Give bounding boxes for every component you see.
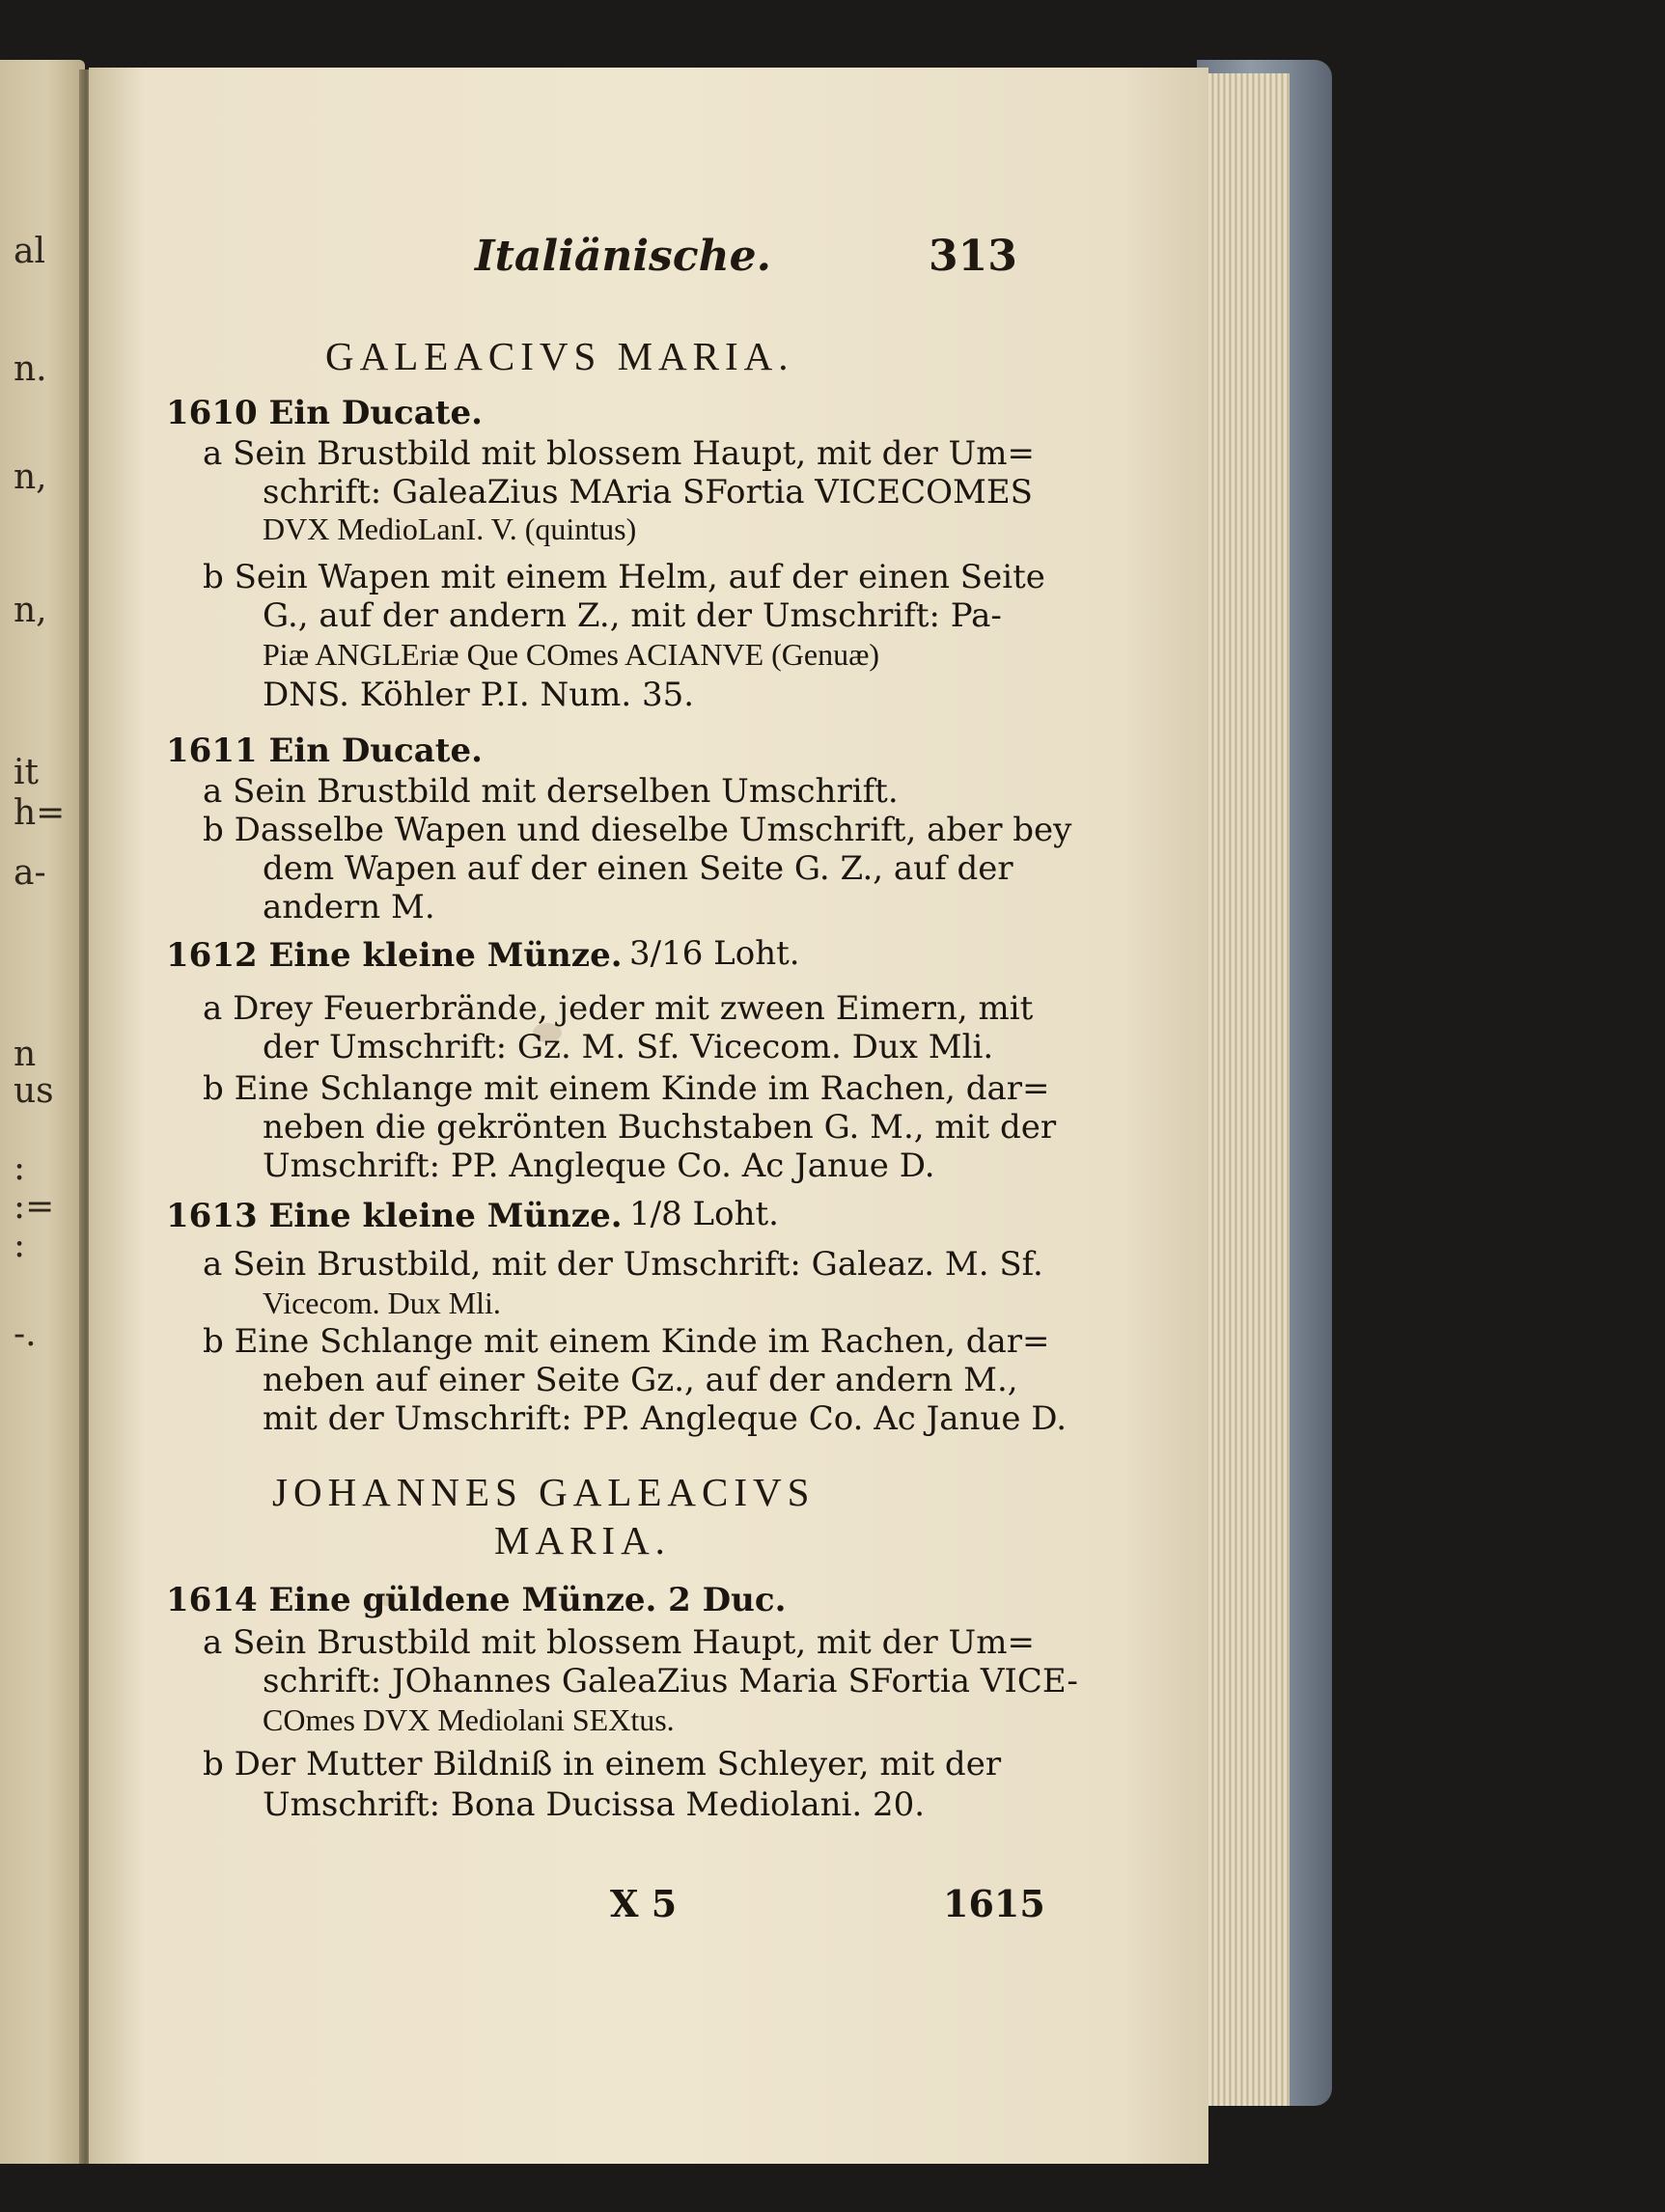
entry-line: Umschrift: PP. Angleque Co. Ac Janue D. <box>263 1147 935 1185</box>
left-page-fragment-text: n <box>14 1035 37 1074</box>
entry-line: neben die gekrönten Buchstaben G. M., mit der <box>263 1108 1057 1147</box>
entry-line: schrift: GaleaZius MAria SFortia VICECOMES <box>263 473 1033 512</box>
left-page-fragment-text: h= <box>14 793 66 833</box>
book-page <box>89 68 1208 2164</box>
entry-year-line: 1610 Ein Ducate. <box>166 394 483 432</box>
entry-line: DVX MedioLanI. V. (quintus) <box>263 512 637 546</box>
left-page-fragment-text: us <box>14 1071 54 1111</box>
page-number: 313 <box>929 232 1017 281</box>
entry-line: COmes DVX Mediolani SEXtus. <box>263 1702 675 1737</box>
left-page-fragment-text: -. <box>14 1314 37 1354</box>
entry-line: a Drey Feuerbrände, jeder mit zween Eimern, mit <box>203 989 1034 1028</box>
entry-line: Vicecom. Dux Mli. <box>263 1286 501 1320</box>
entry-line: b Sein Wapen mit einem Helm, auf der einen Seite <box>203 558 1045 596</box>
left-page-fragment-text: a- <box>14 853 46 893</box>
signature-mark: X 5 <box>610 1882 678 1925</box>
left-page-fragment-text: := <box>14 1187 55 1227</box>
entry-line: der Umschrift: Gz. M. Sf. Vicecom. Dux Mli. <box>263 1028 994 1066</box>
weight-note: 1/8 Loht. <box>629 1195 779 1233</box>
entry-line: b Eine Schlange mit einem Kinde im Rachen, dar= <box>203 1069 1050 1108</box>
running-title: Italiänische. <box>475 232 771 281</box>
section-heading: GALEACIVS MARIA. <box>325 334 794 378</box>
entry-year-line: 1614 Eine güldene Münze. 2 Duc. <box>166 1581 787 1619</box>
running-head <box>89 232 1208 290</box>
left-page-fragment-text: al <box>14 232 45 271</box>
entry-line: DNS. Köhler P.I. Num. 35. <box>263 676 695 714</box>
entry-line: a Sein Brustbild, mit der Umschrift: Galeaz. M. Sf. <box>203 1245 1043 1284</box>
entry-line: schrift: JOhannes GaleaZius Maria SFortia VICE- <box>263 1662 1078 1700</box>
left-page-fragment-text: it <box>14 753 39 792</box>
left-page-fragment <box>0 60 85 2164</box>
entry-line: b Eine Schlange mit einem Kinde im Rachen, dar= <box>203 1322 1050 1361</box>
entry-year-line: 1611 Ein Ducate. <box>166 732 483 770</box>
entry-line: G., auf der andern Z., mit der Umschrift: Pa- <box>263 596 1002 635</box>
weight-note: 3/16 Loht. <box>629 934 800 973</box>
entry-line: Piæ ANGLEriæ Que COmes ACIANVE (Genuæ) <box>263 637 880 672</box>
entry-line: andern M. <box>263 888 435 926</box>
left-page-fragment-text: : <box>14 1148 26 1188</box>
entry-line: neben auf einer Seite Gz., auf der andern M., <box>263 1361 1018 1399</box>
entry-line: Umschrift: Bona Ducissa Mediolani. 20. <box>263 1785 926 1824</box>
left-page-fragment-text: : <box>14 1226 26 1265</box>
entry-line: b Dasselbe Wapen und dieselbe Umschrift, aber bey <box>203 811 1072 849</box>
entry-year-line: 1613 Eine kleine Münze. <box>166 1197 623 1235</box>
entry-line: a Sein Brustbild mit derselben Umschrift. <box>203 772 899 811</box>
entry-line: mit der Umschrift: PP. Angleque Co. Ac Janue D. <box>263 1399 1068 1438</box>
entry-line: b Der Mutter Bildniß in einem Schleyer, mit der <box>203 1745 1002 1783</box>
catchword: 1615 <box>943 1882 1045 1925</box>
left-page-fragment-text: n, <box>14 591 47 630</box>
left-page-fragment-text: n. <box>14 349 47 389</box>
left-page-fragment-text: n, <box>14 457 47 497</box>
entry-line: a Sein Brustbild mit blossem Haupt, mit der Um= <box>203 434 1035 473</box>
entry-line: dem Wapen auf der einen Seite G. Z., auf der <box>263 849 1013 888</box>
page-edges <box>1197 73 1290 2106</box>
section-heading: JOHANNES GALEACIVS <box>272 1470 816 1514</box>
section-heading: MARIA. <box>494 1518 671 1562</box>
entry-year-line: 1612 Eine kleine Münze. <box>166 936 623 975</box>
entry-line: a Sein Brustbild mit blossem Haupt, mit der Um= <box>203 1623 1035 1662</box>
